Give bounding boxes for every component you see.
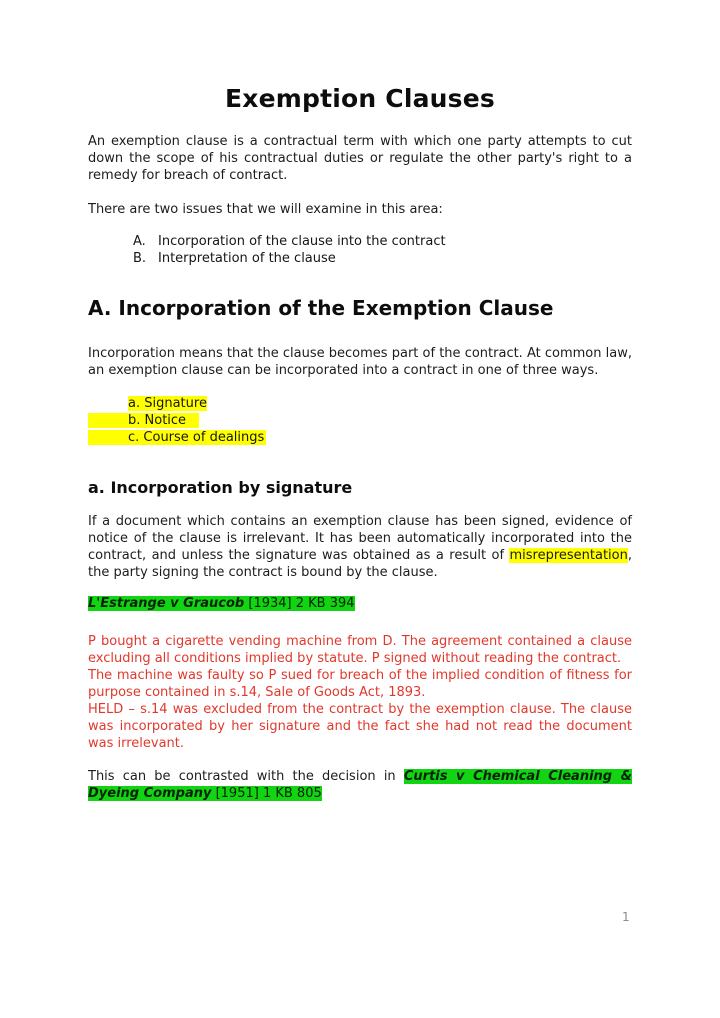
paragraph-text: If a document which contains an exemption clause has been signed, evidence of notice of the clause is irrelevant. It has been automatically incorporated into the contract, and unless the signature was obtained as a result of [88,514,632,563]
subsection-signature-heading: a. Incorporation by signature [88,478,353,497]
case-facts-paragraph: HELD – s.14 was excluded from the contract by the exemption clause. The clause was incorporated by her signature and the fact she had not read the document was irrelevant. [88,702,632,751]
section-a-paragraph: Incorporation means that the clause becomes part of the contract. At common law, an exemption clause can be incorporated into a contract in one of three ways. [88,346,632,378]
case-citation: [1951] 1 KB 805 [211,786,322,801]
signature-paragraph [88,513,632,581]
issue-text: Interpretation of the clause [158,251,336,266]
way-item-course-of-dealings [88,429,632,446]
case-facts-block [88,633,632,752]
intro-paragraph: An exemption clause is a contractual term with which one party attempts to cut down the scope of his contractual duties or regulate the other party's right to a remedy for breach of contract. [88,134,632,183]
highlighted-way-text: b. Notice [128,413,187,428]
page-title: Exemption Clauses [224,84,495,113]
issue-text: Incorporation of the clause into the contract [158,234,446,249]
highlighted-way-text: c. Course of dealings [128,430,265,445]
incorporation-ways-list [88,395,632,446]
contrast-paragraph [88,768,632,802]
highlighted-way-block [88,430,266,445]
issue-item-a [88,233,632,250]
section-a-heading: A. Incorporation of the Exemption Clause [88,296,554,320]
way-item-signature [88,395,632,412]
page-content [0,84,720,802]
issue-marker: A. [133,234,146,249]
issues-list [88,233,632,267]
highlighted-case-block [88,596,355,611]
case-facts-paragraph: P bought a cigarette vending machine from D. The agreement contained a clause excluding all conditions implied by statute. P signed without reading the contract. [88,634,632,666]
case-citation-line [88,595,632,613]
page-number: 1 [622,910,630,924]
highlighted-word: misrepresentation [509,548,628,563]
issue-item-b [88,250,632,267]
way-item-notice [88,412,632,429]
issues-lead-paragraph: There are two issues that we will examine in this area: [88,202,443,217]
case-facts-paragraph: The machine was faulty so P sued for breach of the implied condition of fitness for purpose contained in s.14, Sale of Goods Act, 1893. [88,668,632,700]
case-name: L'Estrange v Graucob [88,596,245,611]
highlighted-way-block [88,413,199,428]
case-name: Curtis v Chemical Cleaning & Dyeing Company [88,769,632,801]
case-citation: [1934] 2 KB 394 [244,596,355,611]
issue-marker: B. [133,251,147,266]
highlighted-way-text: a. Signature [128,396,207,411]
paragraph-text: , the party signing the contract is bound by the clause. [88,548,632,580]
paragraph-text: This can be contrasted with the decision in [88,769,404,784]
